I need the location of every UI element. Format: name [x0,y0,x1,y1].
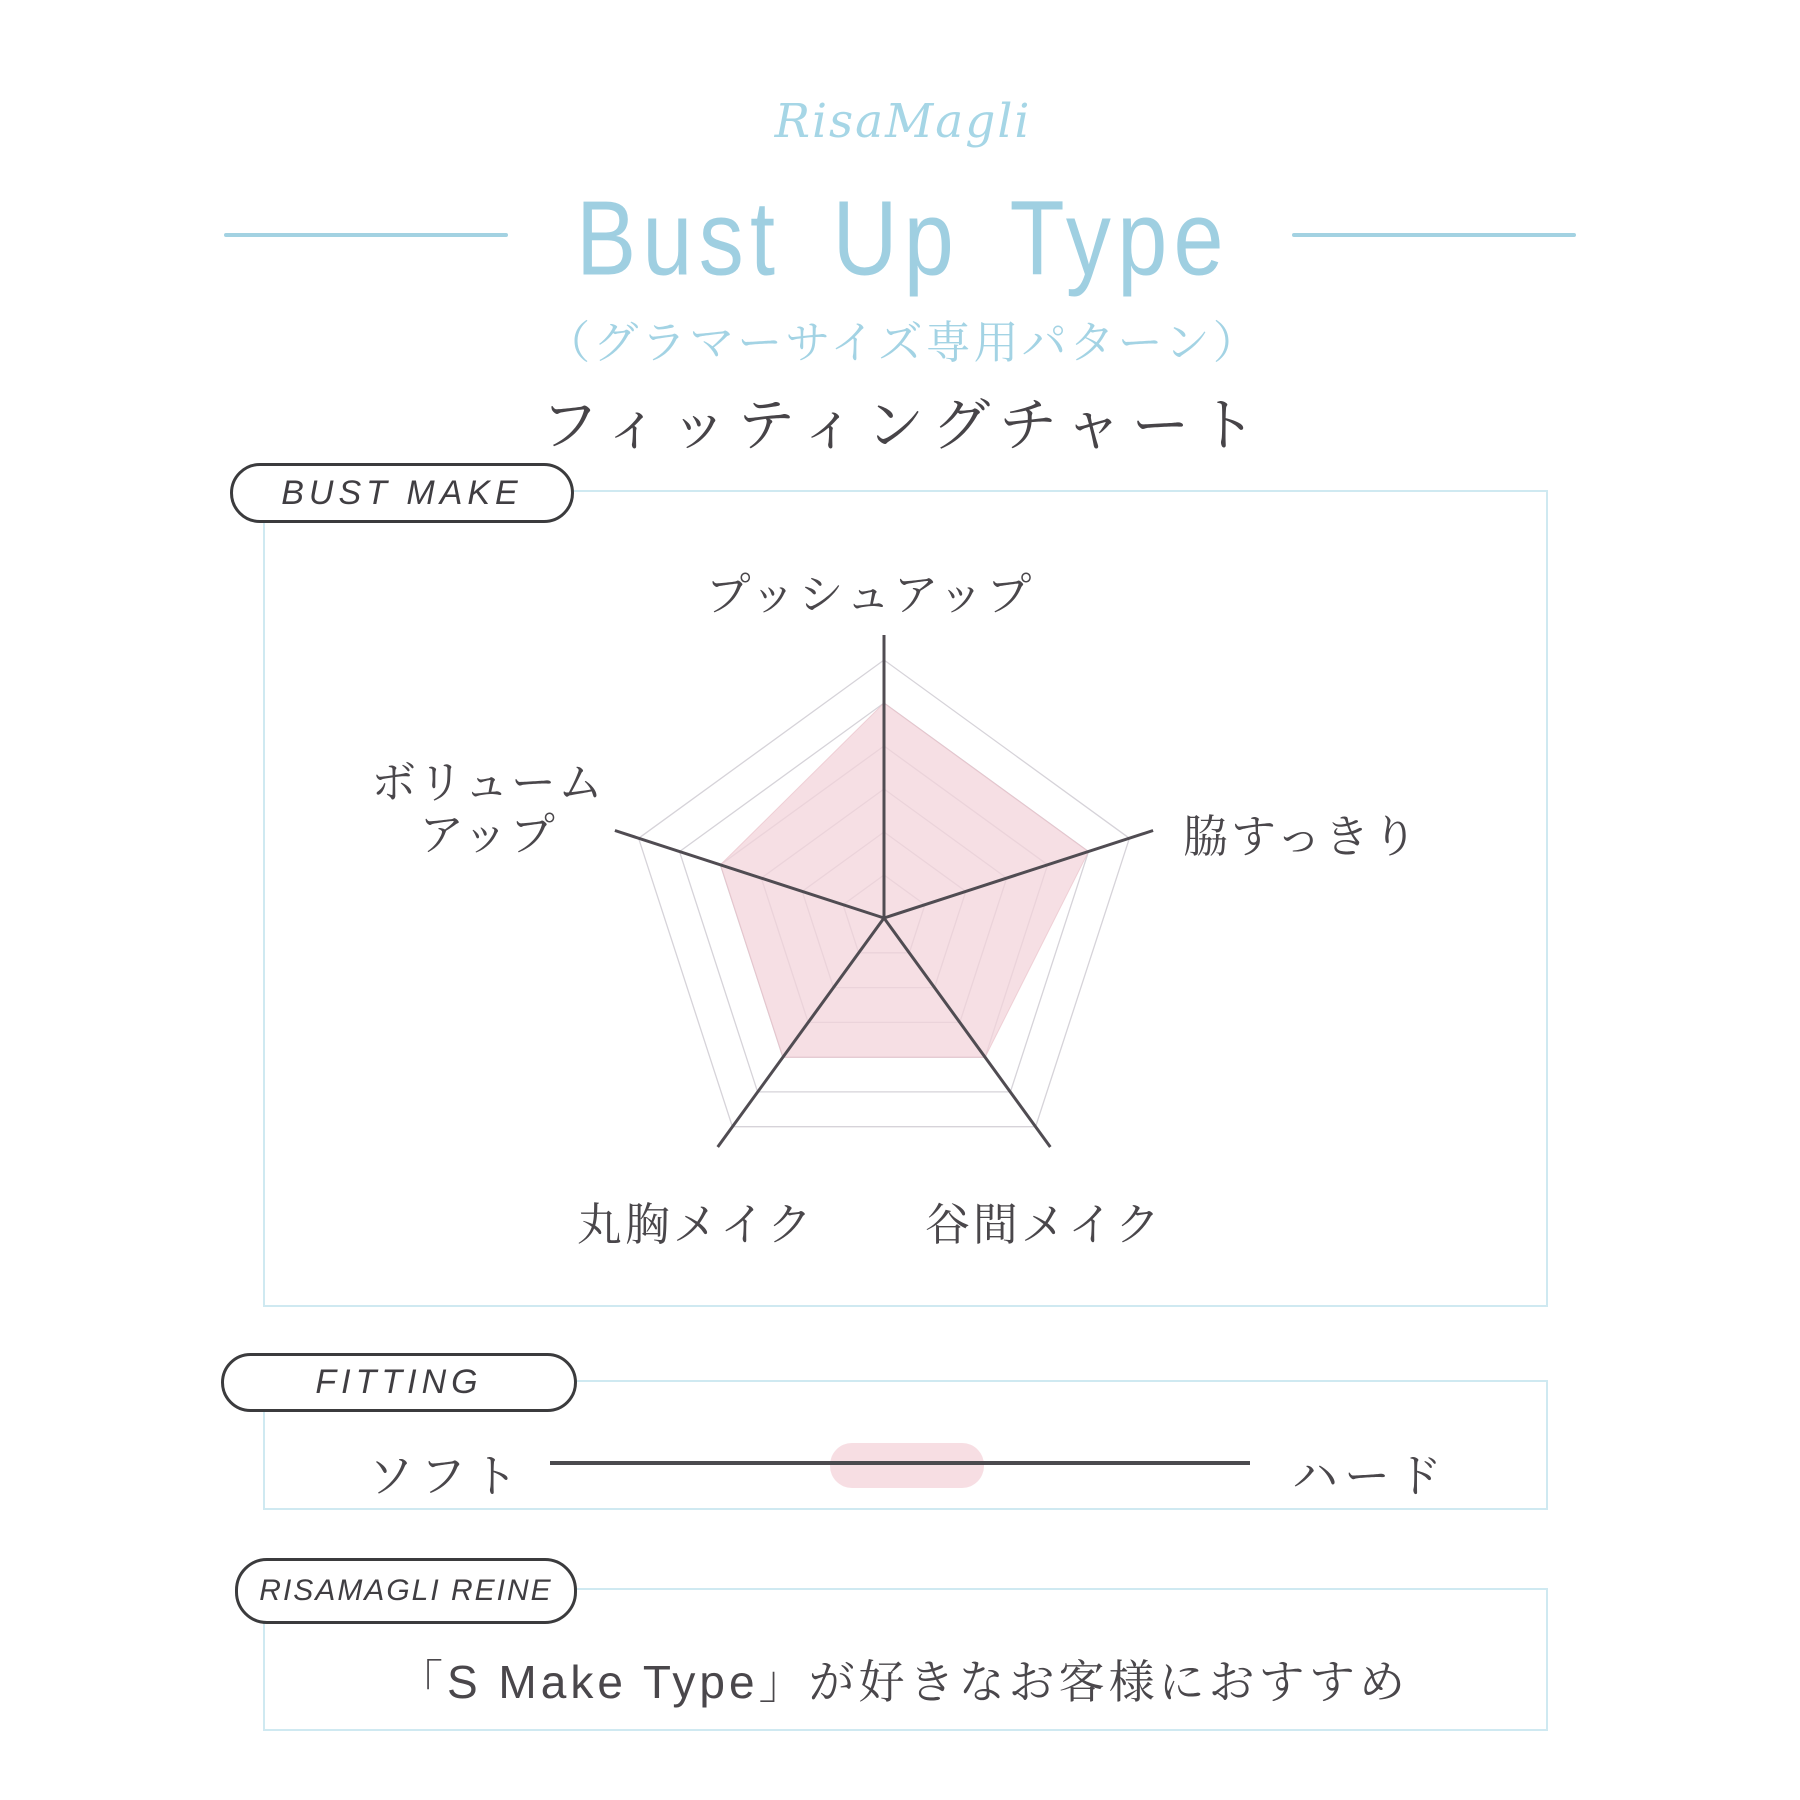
radar-axis-label-pushup: プッシュアップ [705,569,1035,620]
radar-chart [564,598,1204,1238]
section-label-fitting [221,1353,577,1412]
page-title-text: Bust Up Type [576,179,1230,298]
section-label-risamagli-reine [235,1558,577,1624]
page-title [540,178,1267,298]
fitting-slider-line [550,1461,1250,1465]
fitting-label: FITTING [315,1363,483,1401]
title-rule-left [224,233,508,237]
radar-axis-label-volume-up: ボリュームアップ [371,757,605,860]
title-rule-right [1292,233,1576,237]
radar-axis-label-waki: 脇すっきり [1183,811,1421,862]
radar-axis-label-tanima: 谷間メイク [924,1199,1164,1250]
reine-label: RISAMAGLI REINE [259,1574,553,1607]
bust-make-label: BUST MAKE [281,473,523,512]
fitting-hard-label: ハード [1292,1450,1448,1502]
fitting-slider-marker [830,1443,984,1488]
chart-title: フィッティングチャート [540,393,1266,458]
page-subtitle: （グラマーサイズ専用パターン） [545,317,1261,368]
section-label-bust-make [230,463,574,523]
fitting-soft-label: ソフト [368,1450,524,1502]
radar-axis-label-marumune: 丸胸メイク [576,1199,816,1250]
recommendation-text: 「S Make Type」が好きなお客様におすすめ [396,1656,1410,1708]
brand-logo: RisaMagli [774,94,1032,149]
